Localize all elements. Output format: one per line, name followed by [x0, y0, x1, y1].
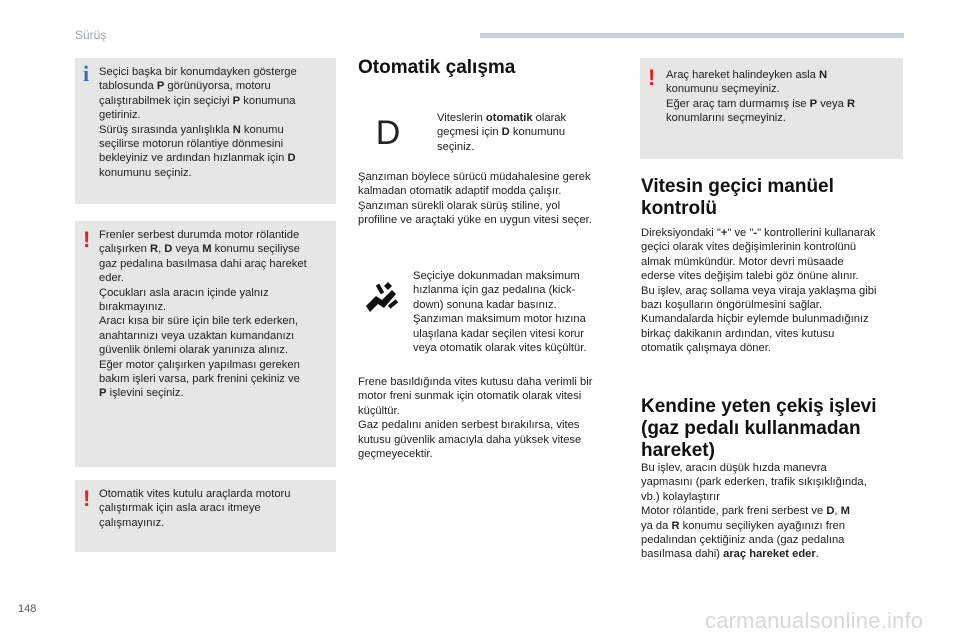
text-line: güvenlik önlemi olarak yanınıza alınız. [99, 344, 289, 357]
text-line: Motor rölantide, park freni serbest ve D, M [641, 505, 850, 518]
warning-icon: ! [83, 227, 91, 252]
text-line: Gaz pedalını aniden serbest bırakılırsa, vites [358, 419, 580, 432]
text-line: çalışırken R, D veya M konumu seçiliyse [99, 243, 300, 256]
text-line: veya otomatik olarak vites küçültür. [413, 342, 587, 355]
text-line: Şanzıman sürekli olarak sürüş stiline, yol [358, 199, 561, 212]
text-line: Çocukları asla aracın içinde yalnız [99, 286, 269, 299]
text-line: konumlarını seçmeyiniz. [666, 112, 786, 125]
text-line: Aracı kısa bir süre için bile terk ederken, [99, 315, 298, 328]
text-line: ulaşılana kadar seçilen vitesi korur [413, 327, 585, 340]
text-line: çalıştırmak için asla aracı itmeye [99, 502, 261, 515]
text-line: Bu işlev, aracın düşük hızda manevra [641, 462, 827, 474]
text-line: yapmasını (park ederken, trafik sıkışıklığında, [641, 476, 867, 489]
info-box-text [99, 65, 331, 180]
text-line: Araç hareket halindeyken asla N [666, 69, 828, 81]
text-line: ederse vites değişim talebi göz önüne alınır. [641, 270, 859, 283]
text-line: Sürüş sırasında yanlışlıkla N konumu [99, 123, 284, 136]
text-line: Kumandalarda hiçbir eylemde bulunmadığınız [641, 313, 869, 326]
text-line: tablosunda P görünüyorsa, motoru [99, 80, 271, 93]
warning-box-1 [75, 221, 336, 467]
gear-d-symbol: D [375, 114, 401, 152]
paragraph-manual-control [641, 226, 909, 356]
text-line: geçmesi için D konumunu [437, 126, 566, 139]
text-line: vb.) kolaylaştırır [641, 490, 720, 503]
text-line: anahtarınızı veya uzaktan kumandanızı [99, 329, 295, 342]
text-line: basılmasa dahi) araç hareket eder. [641, 548, 819, 561]
text-line: bekleyiniz ve ardından hızlanmak için D [99, 152, 296, 165]
text-line: hızlanma için gaz pedalına (kick- [413, 284, 576, 297]
text-line: down) sonuna kadar basınız. [413, 298, 557, 311]
text-line: bazı koşulların öngörülmesini sağlar. [641, 299, 822, 312]
paragraph-creep [641, 461, 909, 562]
text-line: Eğer motor çalışırken yapılması gereken [99, 358, 300, 371]
warning-box-right [640, 58, 903, 159]
text-line: eder. [99, 272, 124, 285]
section-title-manual: Vitesin geçici manüel kontrolü [641, 176, 834, 219]
section-header: Sürüş [75, 28, 107, 42]
text-line: Otomatik vites kutulu araçlarda motoru [99, 488, 291, 500]
bullet-text [437, 111, 607, 154]
text-line: Frenler serbest durumda motor rölantide [99, 229, 300, 241]
warning-box-right-text [666, 68, 898, 126]
warning-box-2 [75, 480, 336, 552]
kickdown-text [413, 269, 613, 355]
section-title-creep: Kendine yeten çekiş işlevi (gaz pedalı kullanmadan hareket) [641, 396, 877, 461]
text-line: otomatik çalışmaya döner. [641, 342, 771, 355]
text-line: pedalından çektiğiniz anda (gaz pedalına [641, 534, 845, 547]
text-line: Şanzıman maksimum motor hızına [413, 313, 586, 326]
page-number: 148 [18, 603, 37, 615]
text-line: kalmadan otomatik adaptif modda çalışır. [358, 185, 562, 198]
text-line: bırakmayınız. [99, 301, 167, 314]
text-line: motor freni sunmak için otomatik olarak vitesi [358, 390, 582, 403]
text-line: konumunu seçmeyiniz. [666, 83, 780, 96]
text-line: Viteslerin otomatik olarak [437, 112, 567, 124]
warning-box-2-text [99, 487, 331, 530]
text-line: getiriniz. [99, 109, 141, 122]
text-line: konumunu seçiniz. [99, 166, 192, 179]
warning-icon: ! [648, 65, 656, 90]
text-line: profiline ve araçtaki yüke en uygun vitesi seçer. [358, 214, 592, 227]
paragraph-engine-brake [358, 375, 620, 461]
text-line: Şanzıman böylece sürücü müdahalesine gerek [358, 171, 591, 183]
info-box [75, 58, 336, 204]
text-line: Direksiyondaki "+" ve "-" kontrollerini kullanarak [641, 227, 876, 239]
text-line: Frene basıldığında vites kutusu daha verimli bir [358, 376, 593, 388]
text-line: Seçici başka bir konumdayken gösterge [99, 66, 297, 78]
text-line: birkaç dakikanın ardından, vites kutusu [641, 327, 835, 340]
warning-icon: ! [83, 486, 91, 511]
text-line: çalışmayınız. [99, 516, 165, 529]
paragraph-adaptive-mode [358, 170, 620, 228]
header-bar [480, 33, 904, 38]
text-line: çalıştırabilmek için seçiciyi P konumuna [99, 94, 296, 107]
text-line: kutusu güvenlik amacıyla daha yüksek vitese [358, 433, 582, 446]
pedal-press-icon [362, 280, 402, 316]
text-line: P işlevini seçiniz. [99, 387, 184, 400]
text-line: ya da R konumu seçiliyken ayağınızı fren [641, 519, 845, 532]
text-line: seçiniz. [437, 140, 475, 153]
text-line: geçmeyecektir. [358, 448, 433, 461]
text-line: Bu işlev, araç sollama veya viraja yaklaşma gibi [641, 284, 877, 297]
text-line: Seçiciye dokunmadan maksimum [413, 270, 580, 282]
text-line: küçültür. [358, 404, 400, 417]
watermark: carmanualsonline.info [705, 608, 924, 633]
text-line: almak mümkündür. Motor devri müsaade [641, 255, 844, 268]
text-line: gaz pedalına basılmasa dahi araç hareket [99, 257, 307, 270]
info-icon: i [83, 61, 90, 86]
text-line: Eğer araç tam durmamış ise P veya R [666, 97, 856, 110]
text-line: bakım işleri varsa, park frenini çekiniz ve [99, 373, 300, 386]
text-line: geçici olarak vites değişimlerinin kontrolünü [641, 241, 857, 254]
text-line: seçilirse motorun rölantiye dönmesini [99, 138, 284, 151]
warning-box-1-text [99, 228, 331, 401]
section-title-otomatik: Otomatik çalışma [358, 57, 516, 78]
